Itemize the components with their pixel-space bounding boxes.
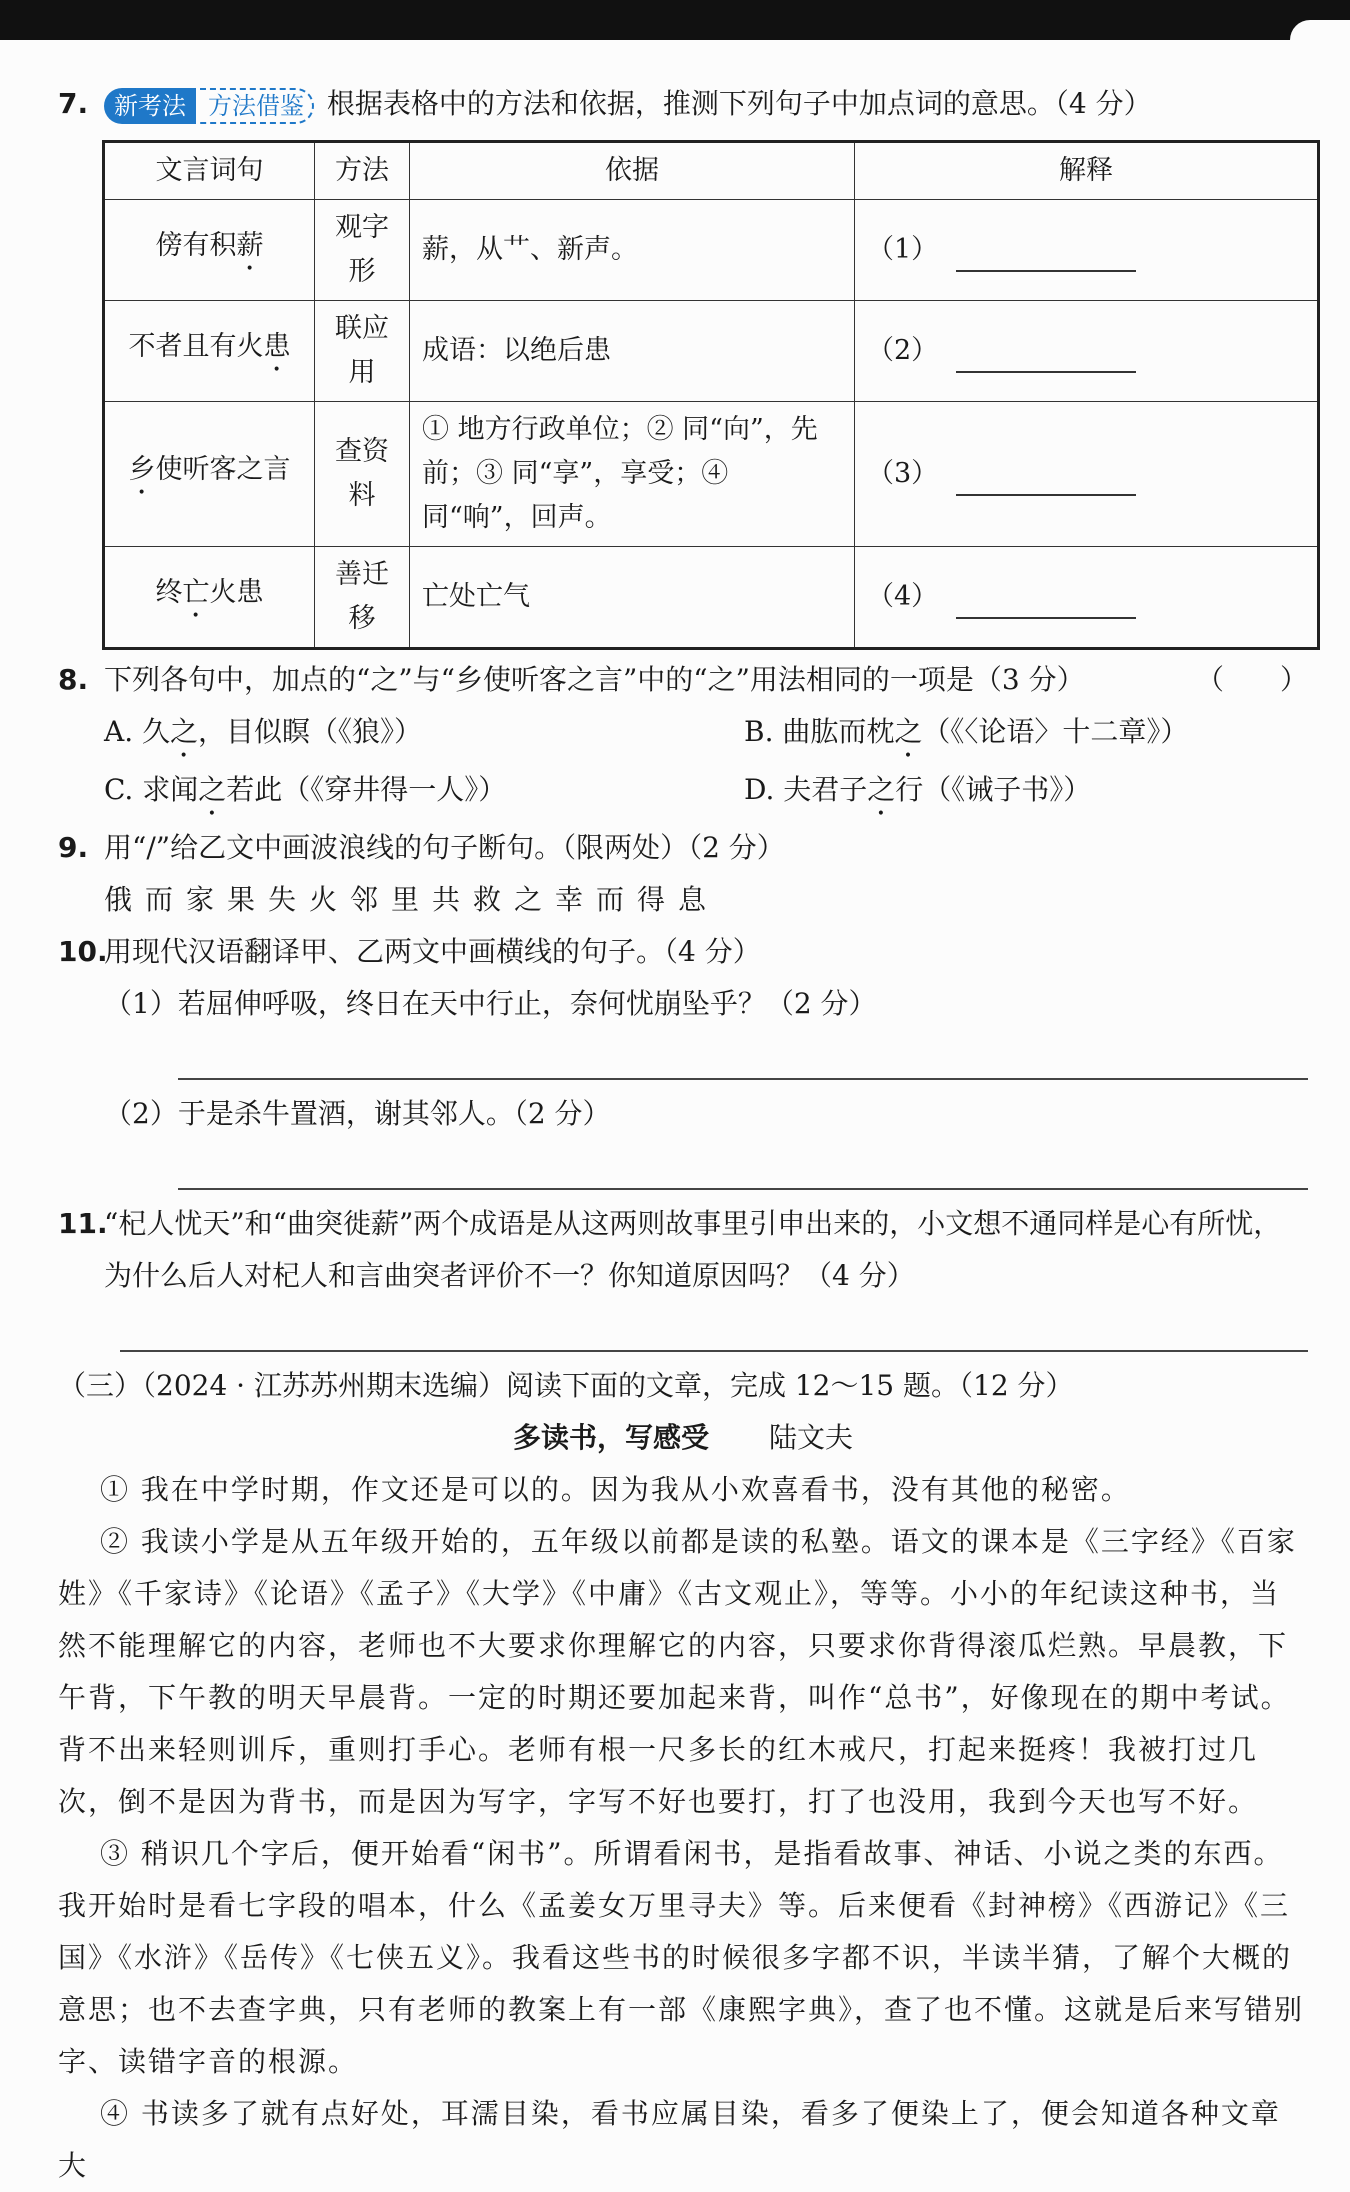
option-d[interactable]: D. 夫君子之行（《诫子书》） bbox=[744, 773, 1092, 806]
worksheet-page bbox=[58, 78, 1308, 2192]
method-tag: 方法借鉴 bbox=[200, 88, 314, 124]
paragraph: ② 我读小学是从五年级开始的，五年级以前都是读的私塾。语文的课本是《三字经》《百家姓》《千家诗》《论语》《孟子》《大学》《中庸》《古文观止》，等等。小小的年纪读这种书，当然不能理解它的内容，老师也不大要求你理解它的内容，只要求你背得滚瓜烂熟。早晨教，下午背，下午教的明天早晨背。一定的时期还要加起来背，叫作“总书”，好像现在的期中考试。背不出来轻则训斥，重则打手心。老师有根一尺多长的红木戒尺，打起来挺疼！我被打过几次，倒不是因为背书，而是因为写字，字写不好也要打，打了也没用，我到今天也写不好。 bbox=[58, 1525, 1297, 1818]
table-header-row bbox=[104, 142, 1319, 200]
new-exam-tag: 新考法 bbox=[104, 88, 196, 124]
q7-table bbox=[102, 140, 1320, 650]
table-header: 解释 bbox=[855, 142, 1319, 200]
method-cell: 观字形 bbox=[315, 200, 410, 301]
table-header: 方法 bbox=[315, 142, 410, 200]
basis-cell: ① 地方行政单位；② 同“向”，先前；③ 同“享”，享受；④ 同“响”，回声。 bbox=[410, 402, 855, 547]
option-a[interactable]: A. 久之，目似瞑（《狼》） bbox=[104, 715, 423, 748]
answer-line[interactable] bbox=[120, 1302, 1308, 1352]
basis-cell: 薪，从艹、新声。 bbox=[410, 200, 855, 301]
option-b[interactable]: B. 曲肱而枕之（《〈论语〉十二章》） bbox=[744, 715, 1189, 748]
answer-blank[interactable] bbox=[956, 341, 1136, 373]
question-10 bbox=[58, 926, 1308, 978]
question-number: 10. bbox=[58, 935, 108, 968]
answer-line[interactable] bbox=[178, 1140, 1308, 1190]
phrase-cell: 不者且有火患 bbox=[104, 301, 315, 402]
basis-cell: 成语：以绝后患 bbox=[410, 301, 855, 402]
question-number: 11. bbox=[58, 1207, 108, 1240]
question-11 bbox=[58, 1198, 1308, 1302]
question-text: 根据表格中的方法和依据，推测下列句子中加点词的意思。（4 分） bbox=[326, 87, 1152, 120]
phrase-cell: 乡使听客之言 bbox=[104, 402, 315, 547]
q10-sub2: （2）于是杀牛置酒，谢其邻人。（2 分） bbox=[104, 1097, 611, 1130]
question-number: 8. bbox=[58, 663, 89, 696]
paragraph: ③ 稍识几个字后，便开始看“闲书”。所谓看闲书，是指看故事、神话、小说之类的东西。我开始时是看七字段的唱本，什么《孟姜女万里寻夫》等。后来便看《封神榜》《西游记》《三国》《水浒》《岳传》《七侠五义》。我看这些书的时候很多字都不识，半读半猜，了解个大概的意思；也不去查字典，只有老师的教案上有一部《康熙字典》，查了也不懂。这就是后来写错别字、读错字音的根源。 bbox=[58, 1837, 1305, 2078]
section-header: （三）（2024 · 江苏苏州期末选编）阅读下面的文章，完成 12～15 题。（12 分） bbox=[58, 1369, 1074, 1402]
table-row bbox=[104, 547, 1319, 649]
q9-sentence[interactable]: 俄而家果失火邻里共救之幸而得息 bbox=[104, 883, 720, 916]
answer-line[interactable] bbox=[178, 1030, 1308, 1080]
top-black-bar bbox=[0, 0, 1350, 40]
q8-options bbox=[58, 706, 1308, 822]
phrase-cell: 傍有积薪 bbox=[104, 200, 315, 301]
paragraph: ④ 书读多了就有点好处，耳濡目染，看书应属目染，看多了便染上了，便会知道各种文章大 bbox=[58, 2097, 1281, 2182]
answer-paren[interactable]: （ ） bbox=[1195, 663, 1308, 696]
question-text: 下列各句中，加点的“之”与“乡使听客之言”中的“之”用法相同的一项是（3 分） bbox=[104, 663, 1085, 696]
table-row bbox=[104, 301, 1319, 402]
table-header: 文言词句 bbox=[104, 142, 315, 200]
question-number: 7. bbox=[58, 87, 89, 120]
question-text: 用“/”给乙文中画波浪线的句子断句。（限两处）（2 分） bbox=[104, 831, 785, 864]
question-text: 用现代汉语翻译甲、乙两文中画横线的句子。（4 分） bbox=[104, 935, 761, 968]
answer-cell[interactable]: （1） bbox=[855, 200, 1319, 301]
article-title: 多读书，写感受 陆文夫 bbox=[512, 1421, 854, 1454]
table-row bbox=[104, 200, 1319, 301]
answer-cell[interactable]: （4） bbox=[855, 547, 1319, 649]
answer-blank[interactable] bbox=[956, 587, 1136, 619]
question-text: “杞人忧天”和“曲突徙薪”两个成语是从这两则故事里引申出来的，小文想不通同样是心有所忧，为什么后人对杞人和言曲突者评价不一？你知道原因吗？（4 分） bbox=[104, 1207, 1282, 1292]
paragraph: ① 我在中学时期，作文还是可以的。因为我从小欢喜看书，没有其他的秘密。 bbox=[100, 1473, 1131, 1506]
article-author: 陆文夫 bbox=[769, 1421, 854, 1454]
question-9 bbox=[58, 822, 1308, 874]
method-cell: 查资料 bbox=[315, 402, 410, 547]
answer-cell[interactable]: （3） bbox=[855, 402, 1319, 547]
basis-cell: 亡处亡气 bbox=[410, 547, 855, 649]
answer-cell[interactable]: （2） bbox=[855, 301, 1319, 402]
question-8 bbox=[58, 654, 1308, 706]
phrase-cell: 终亡火患 bbox=[104, 547, 315, 649]
table-header: 依据 bbox=[410, 142, 855, 200]
method-cell: 联应用 bbox=[315, 301, 410, 402]
q10-sub1: （1）若屈伸呼吸，终日在天中行止，奈何忧崩坠乎？（2 分） bbox=[104, 987, 877, 1020]
question-7 bbox=[58, 78, 1308, 130]
answer-blank[interactable] bbox=[956, 240, 1136, 272]
answer-blank[interactable] bbox=[956, 464, 1136, 496]
method-cell: 善迁移 bbox=[315, 547, 410, 649]
option-c[interactable]: C. 求闻之若此（《穿井得一人》） bbox=[104, 773, 507, 806]
table-row bbox=[104, 402, 1319, 547]
question-number: 9. bbox=[58, 831, 89, 864]
